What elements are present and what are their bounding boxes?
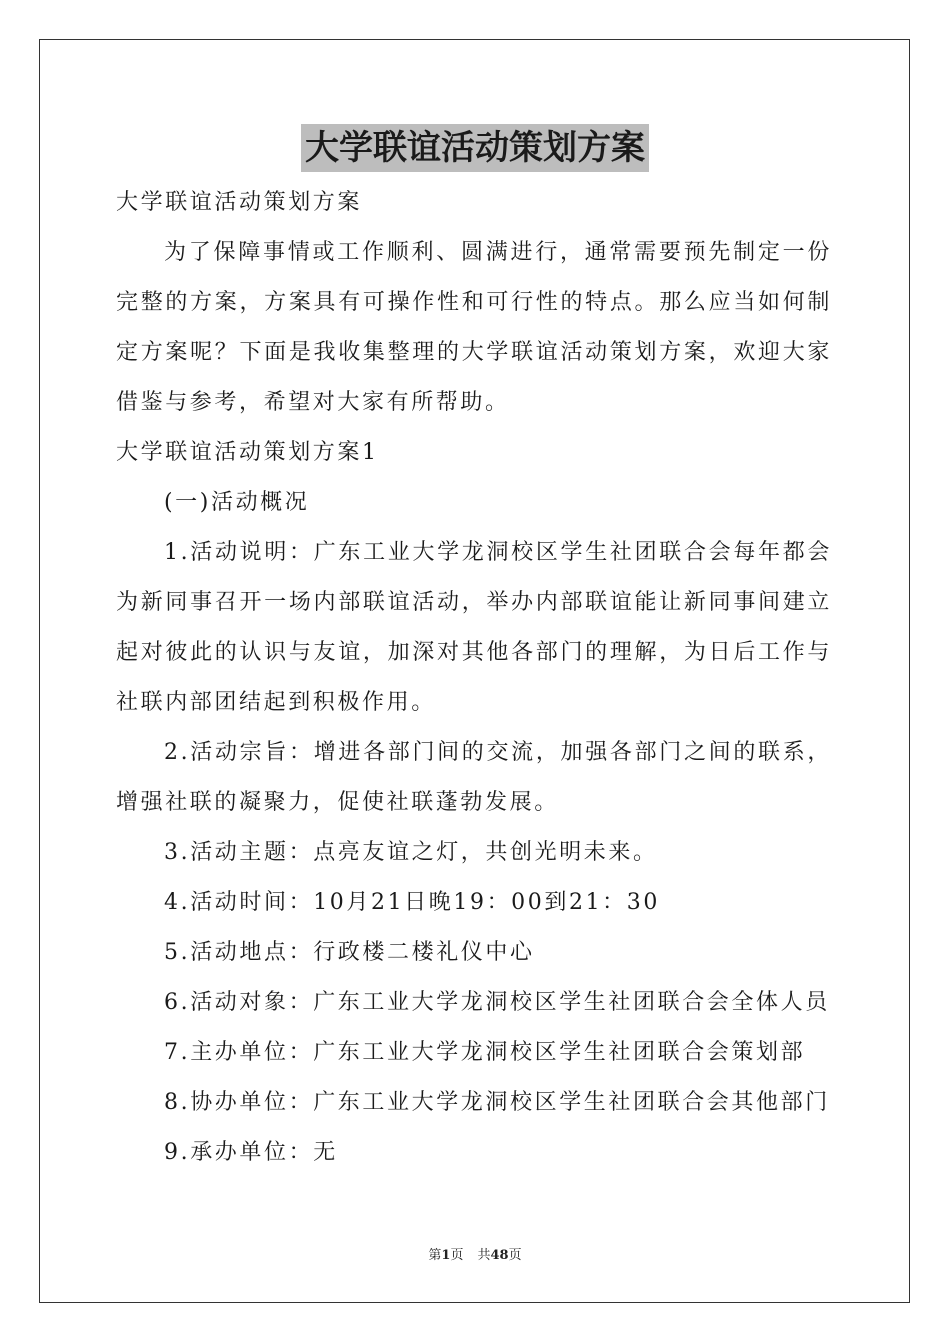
item-7: 7.主办单位：广东工业大学龙洞校区学生社团联合会策划部	[164, 1040, 806, 1065]
item-6: 6.活动对象：广东工业大学龙洞校区学生社团联合会全体人员	[164, 990, 830, 1015]
page-prefix: 第	[428, 1248, 442, 1263]
total-suffix: 页	[508, 1248, 522, 1263]
section-heading: 大学联谊活动策划方案1	[116, 440, 379, 465]
page-footer	[0, 1246, 950, 1266]
item-4: 4.活动时间：10月21日晚19：00到21：30	[164, 890, 660, 915]
total-prefix: 共	[477, 1248, 491, 1263]
document-subtitle: 大学联谊活动策划方案	[116, 190, 363, 215]
page-suffix: 页	[450, 1248, 464, 1263]
page-current: 1	[441, 1248, 451, 1263]
intro-paragraph: 为了保障事情或工作顺利、圆满进行，通常需要预先制定一份完整的方案，方案具有可操作性和可行性的特点。那么应当如何制定方案呢？下面是我收集整理的大学联谊活动策划方案，欢迎大家借鉴与参考，希望对大家有所帮助。	[116, 240, 832, 415]
document-title: 大学联谊活动策划方案	[301, 124, 649, 172]
item-3: 3.活动主题：点亮友谊之灯，共创光明未来。	[164, 840, 658, 865]
item-1: 1.活动说明：广东工业大学龙洞校区学生社团联合会每年都会为新同事召开一场内部联谊活动，举办内部联谊能让新同事间建立起对彼此的认识与友谊，加深对其他各部门的理解，为日后工作与社联内部团结起到积极作用。	[116, 540, 832, 715]
total-pages: 48	[490, 1248, 509, 1263]
document-body	[116, 178, 832, 1178]
item-5: 5.活动地点：行政楼二楼礼仪中心	[164, 940, 535, 965]
subsection-heading: (一)活动概况	[164, 490, 310, 515]
item-2: 2.活动宗旨：增进各部门间的交流，加强各部门之间的联系，增强社联的凝聚力，促使社联蓬勃发展。	[116, 740, 832, 815]
title-container	[0, 124, 950, 172]
item-8: 8.协办单位：广东工业大学龙洞校区学生社团联合会其他部门	[164, 1090, 830, 1115]
item-9: 9.承办单位：无	[164, 1140, 338, 1165]
